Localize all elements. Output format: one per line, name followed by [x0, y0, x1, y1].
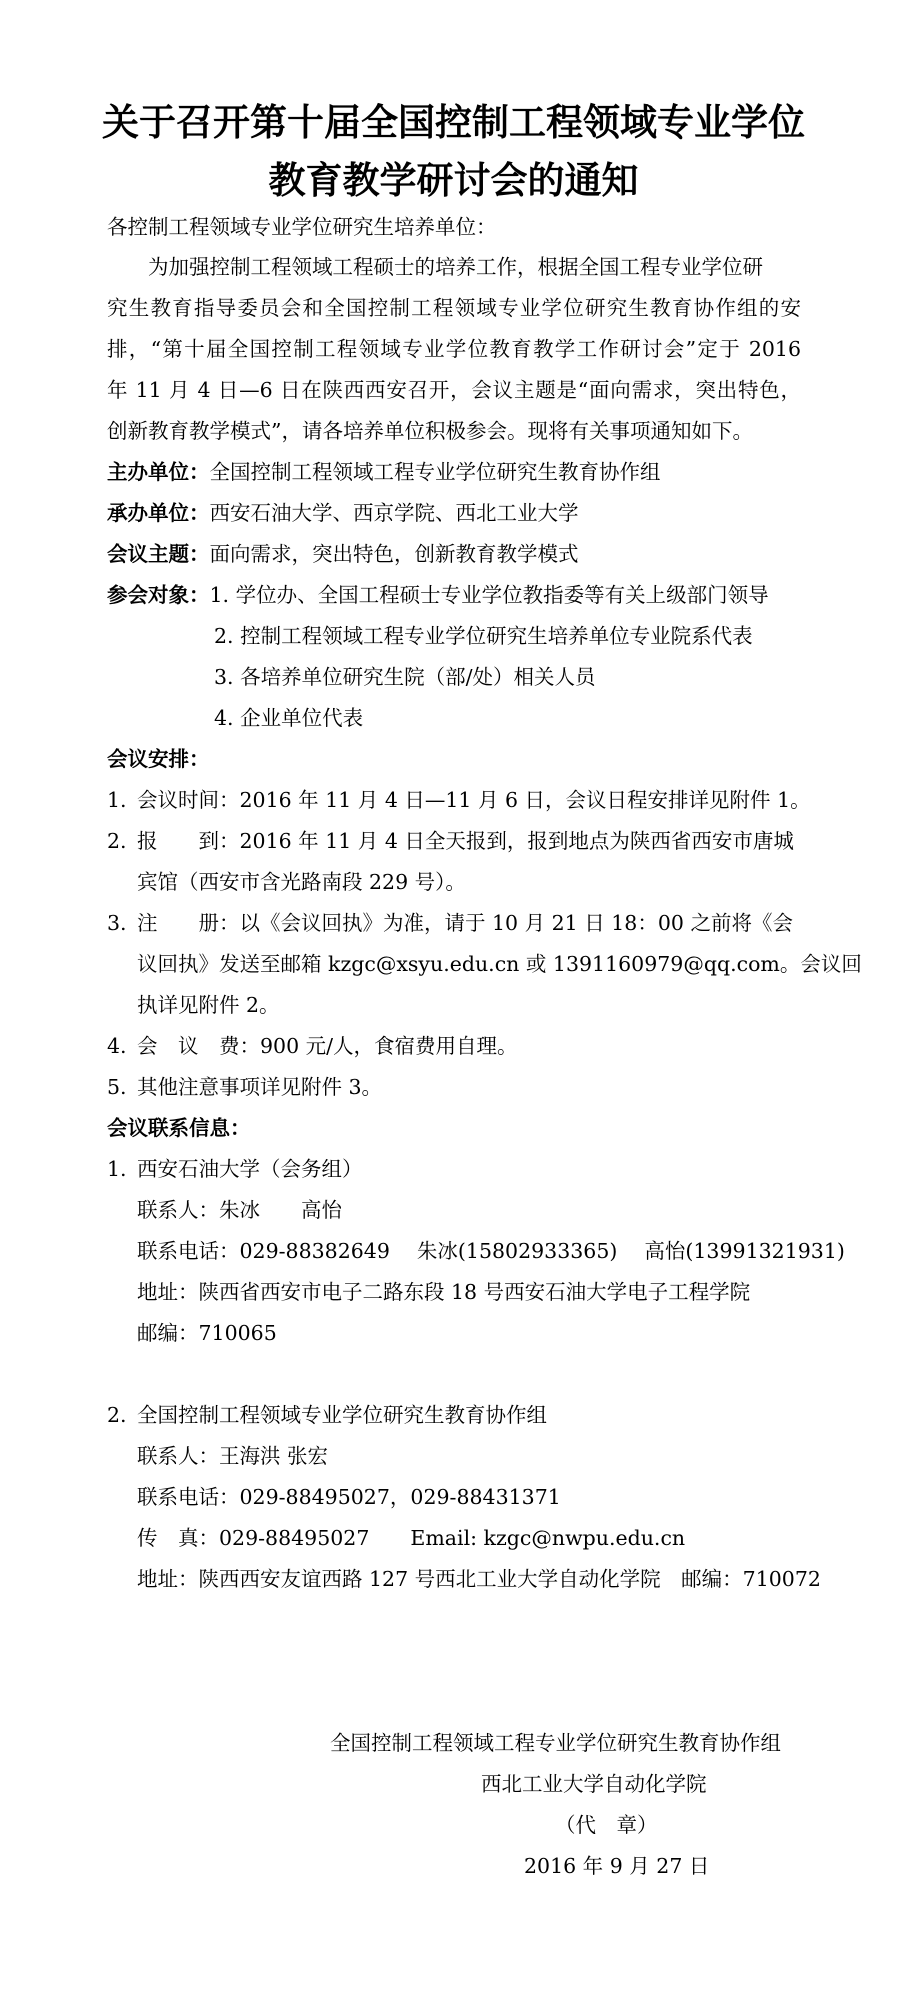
arrangement-text: 执详见附件 2。 [137, 993, 280, 1017]
co-organizer-row [107, 498, 579, 528]
list-number: 5. [107, 1075, 127, 1099]
participant-item: 3. 各培养单位研究生院（部/处）相关人员 [214, 665, 596, 689]
contact-2-name: 全国控制工程领域专业学位研究生教育协作组 [137, 1403, 547, 1427]
organizer-row [107, 457, 661, 487]
co-organizer-label: 承办单位： [107, 501, 210, 525]
arrangement-item [107, 1031, 518, 1061]
arrangement-text: 报 到：2016 年 11 月 4 日全天报到，报到地点为陕西省西安市唐城 [137, 829, 794, 853]
intro-line: 创新教育教学模式”，请各培养单位积极参会。现将有关事项通知如下。 [107, 419, 753, 443]
contact-1-postcode: 邮编：710065 [137, 1321, 277, 1345]
contact-1-name: 西安石油大学（会务组） [137, 1157, 363, 1181]
contacts-heading: 会议联系信息： [107, 1116, 251, 1140]
organizer-label: 主办单位： [107, 460, 210, 484]
participant-item: 1. 学位办、全国工程硕士专业学位教指委等有关上级部门领导 [209, 583, 769, 607]
document-title-line-2: 教育教学研讨会的通知 [268, 158, 639, 202]
list-number: 1. [107, 1157, 127, 1181]
contact-2-name-row [107, 1400, 547, 1430]
signature-org-2: 西北工业大学自动化学院 [481, 1772, 707, 1796]
theme-row [107, 539, 579, 569]
intro-line: 年 11 月 4 日—6 日在陕西西安召开，会议主题是“面向需求，突出特色， [107, 378, 801, 402]
arrangement-item [107, 826, 794, 856]
intro-line: 为加强控制工程领域工程硕士的培养工作，根据全国工程专业学位研 [148, 255, 763, 279]
list-number: 1. [107, 788, 127, 812]
participants-label: 参会对象： [107, 583, 210, 607]
arrangement-item [107, 785, 811, 815]
list-number: 4. [107, 1034, 127, 1058]
contact-1-address: 地址：陕西省西安市电子二路东段 18 号西安石油大学电子工程学院 [137, 1280, 751, 1304]
contact-2-person: 联系人：王海洪 张宏 [137, 1444, 329, 1468]
contact-2-phone: 联系电话：029-88495027，029-88431371 [137, 1485, 561, 1509]
co-organizer-value: 西安石油大学、西京学院、西北工业大学 [209, 501, 579, 525]
contact-2-fax-email: 传 真：029-88495027 Email: kzgc@nwpu.edu.cn [137, 1526, 686, 1550]
contact-2-address: 地址：陕西西安友谊西路 127 号西北工业大学自动化学院 邮编：710072 [137, 1567, 821, 1591]
salutation: 各控制工程领域专业学位研究生培养单位： [107, 215, 497, 239]
arrangement-text: 宾馆（西安市含光路南段 229 号）。 [137, 870, 466, 894]
arrangement-text: 议回执》发送至邮箱 kzgc@xsyu.edu.cn 或 1391160979@qq.com。会议回 [137, 952, 862, 976]
participant-item: 4. 企业单位代表 [214, 706, 364, 730]
arrangement-text: 会 议 费：900 元/人，食宿费用自理。 [137, 1034, 518, 1058]
contact-1-name-row [107, 1154, 363, 1184]
arrangement-text: 注 册：以《会议回执》为准，请于 10 月 21 日 18：00 之前将《会 [137, 911, 793, 935]
participants-row [107, 580, 769, 610]
theme-value: 面向需求，突出特色，创新教育教学模式 [209, 542, 579, 566]
intro-line: 排，“第十届全国控制工程领域专业学位教育教学工作研讨会”定于 2016 [107, 337, 801, 361]
contact-1-person: 联系人：朱冰 高怡 [137, 1198, 342, 1222]
arrangement-heading: 会议安排： [107, 747, 210, 771]
signature-date: 2016 年 9 月 27 日 [524, 1854, 710, 1878]
list-number: 2. [107, 829, 127, 853]
theme-label: 会议主题： [107, 542, 210, 566]
contact-1-phone: 联系电话：029-88382649 朱冰(15802933365) 高怡(13991321931) [137, 1239, 845, 1263]
list-number: 2. [107, 1403, 127, 1427]
organizer-value: 全国控制工程领域工程专业学位研究生教育协作组 [209, 460, 661, 484]
signature-org-1: 全国控制工程领域工程专业学位研究生教育协作组 [330, 1731, 781, 1755]
intro-line: 究生教育指导委员会和全国控制工程领域专业学位研究生教育协作组的安 [107, 296, 801, 320]
document-title-line-1: 关于召开第十届全国控制工程领域专业学位 [102, 100, 805, 144]
signature-seal: （代 章） [555, 1813, 658, 1837]
arrangement-text: 其他注意事项详见附件 3。 [137, 1075, 383, 1099]
list-number: 3. [107, 911, 127, 935]
arrangement-text: 会议时间：2016 年 11 月 4 日—11 月 6 日，会议日程安排详见附件 1。 [137, 788, 811, 812]
arrangement-item [107, 1072, 382, 1102]
arrangement-item [107, 908, 793, 938]
participant-item: 2. 控制工程领域工程专业学位研究生培养单位专业院系代表 [214, 624, 753, 648]
